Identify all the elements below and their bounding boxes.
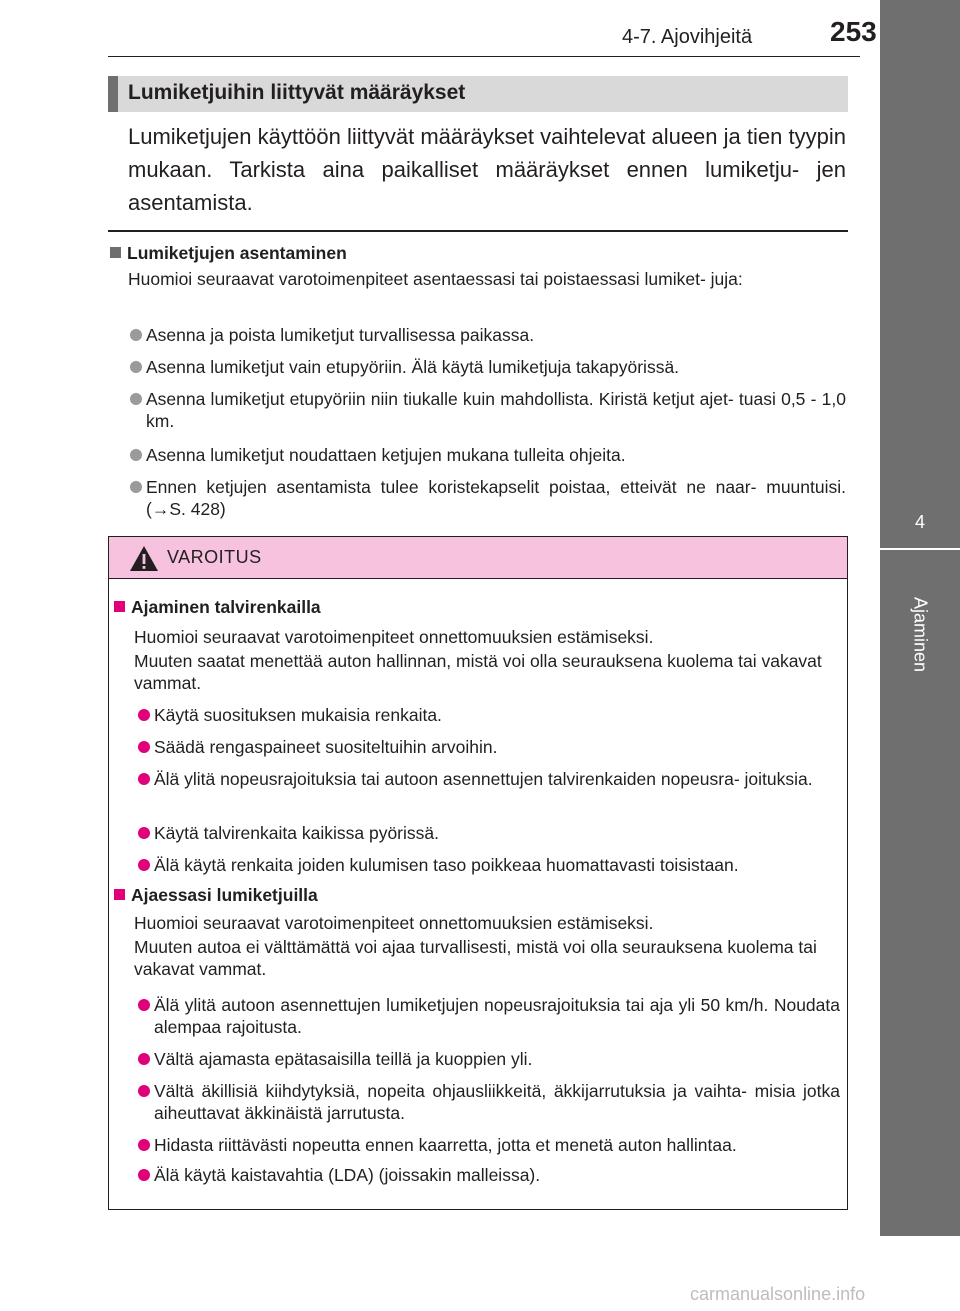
winter-text-2: Muuten saatat menettää auton hallinnan, mistä voi olla seurauksena kuolema tai vakavat vammat. xyxy=(134,651,822,693)
install-bullet: Asenna lumiketjut vain etupyöriin. Älä käytä lumiketjuja takapyörissä. xyxy=(146,356,846,378)
bullet-dot-icon xyxy=(138,827,150,839)
install-title: Lumiketjujen asentaminen xyxy=(127,243,347,263)
winter-text-1: Huomioi seuraavat varotoimenpiteet onnettomuuksien estämiseksi. xyxy=(134,627,654,647)
chains-bullet: Älä käytä kaistavahtia (LDA) (joissakin malleissa). xyxy=(154,1164,840,1186)
section-heading-bar xyxy=(108,76,118,112)
watermark: carmanualsonline.info xyxy=(690,1284,866,1304)
square-bullet-icon xyxy=(110,247,121,258)
chains-text-2: Muuten autoa ei välttämättä voi ajaa turvallisesti, mistä voi olla seurauksena kuolema tai vakavat vammat. xyxy=(134,937,817,979)
chapter-tab-separator xyxy=(880,548,960,550)
bullet-dot-icon xyxy=(138,1053,150,1065)
chains-bullet: Hidasta riittävästi nopeutta ennen kaarretta, jotta et menetä auton hallintaa. xyxy=(154,1134,840,1156)
warning-header xyxy=(109,537,847,579)
bullet-dot-icon xyxy=(138,1169,150,1181)
warning-triangle-icon xyxy=(129,545,159,572)
chains-bullet: Vältä ajamasta epätasaisilla teillä ja kuoppien yli. xyxy=(154,1048,840,1070)
winter-heading xyxy=(114,596,321,618)
page-number: 253 xyxy=(830,16,877,47)
install-heading xyxy=(110,242,347,264)
bullet-dot-icon xyxy=(138,741,150,753)
winter-title: Ajaminen talvirenkailla xyxy=(131,597,321,617)
bullet-dot-icon xyxy=(138,709,150,721)
winter-bullet: Käytä suosituksen mukaisia renkaita. xyxy=(154,704,840,726)
bullet-dot-icon xyxy=(138,999,150,1011)
bullet-dot-icon xyxy=(138,1085,150,1097)
bullet-dot-icon xyxy=(138,859,150,871)
chapter-title: Ajaminen xyxy=(910,596,931,673)
bullet-dot-icon xyxy=(138,773,150,785)
section-intro: Lumiketjujen käyttöön liittyvät määräykset vaihtelevat alueen ja tien tyypin mukaan. Tarkista aina paikalliset määräykset ennen lumiketju- jen asentamista. xyxy=(128,124,846,215)
install-bullet: Ennen ketjujen asentamista tulee koristekapselit poistaa, etteivät ne naar- muuntuisi. (→S. 428) xyxy=(146,476,846,520)
square-bullet-icon xyxy=(114,889,125,900)
header-rule xyxy=(108,56,860,57)
chains-title: Ajaessasi lumiketjuilla xyxy=(131,885,318,905)
intro-rule xyxy=(108,230,848,232)
install-text: Huomioi seuraavat varotoimenpiteet asentaessasi tai poistaessasi lumiket- juja: xyxy=(128,269,743,289)
bullet-dot-icon xyxy=(130,449,142,461)
chapter-tab xyxy=(880,0,960,1236)
chains-heading xyxy=(114,884,318,906)
bullet-dot-icon xyxy=(130,361,142,373)
bullet-dot-icon xyxy=(130,481,142,493)
section-title: Lumiketjuihin liittyvät määräykset xyxy=(128,81,466,104)
winter-bullet: Käytä talvirenkaita kaikissa pyörissä. xyxy=(154,822,840,844)
bullet-dot-icon xyxy=(138,1139,150,1151)
warning-label: VAROITUS xyxy=(167,547,262,567)
square-bullet-icon xyxy=(114,601,125,612)
winter-bullet: Älä käytä renkaita joiden kulumisen taso poikkeaa huomattavasti toisistaan. xyxy=(154,854,840,876)
winter-bullet: Säädä rengaspaineet suositeltuihin arvoihin. xyxy=(154,736,840,758)
install-bullet: Asenna ja poista lumiketjut turvallisessa paikassa. xyxy=(146,324,846,346)
chains-bullet: Älä ylitä autoon asennettujen lumiketjujen nopeusrajoituksia tai aja yli 50 km/h. Noudata alempaa rajoitusta. xyxy=(154,994,840,1038)
chains-text-1: Huomioi seuraavat varotoimenpiteet onnettomuuksien estämiseksi. xyxy=(134,913,654,933)
section-heading xyxy=(108,76,848,112)
bullet-dot-icon xyxy=(130,393,142,405)
winter-bullet: Älä ylitä nopeusrajoituksia tai autoon asennettujen talvirenkaiden nopeusra- joituksia. xyxy=(154,768,840,790)
install-bullet: Asenna lumiketjut etupyöriin niin tiukalle kuin mahdollista. Kiristä ketjut ajet- tuasi 0,5 - 1,0 km. xyxy=(146,388,846,432)
chapter-number: 4 xyxy=(914,512,925,532)
install-bullet: Asenna lumiketjut noudattaen ketjujen mukana tulleita ohjeita. xyxy=(146,444,846,466)
bullet-dot-icon xyxy=(130,329,142,341)
chains-bullet: Vältä äkillisiä kiihdytyksiä, nopeita ohjausliikkeitä, äkkijarrutuksia ja vaihta- misia jotka aiheuttavat äkkinäistä jarrutusta. xyxy=(154,1080,840,1124)
running-header-section: 4-7. Ajovihjeitä xyxy=(622,26,753,48)
